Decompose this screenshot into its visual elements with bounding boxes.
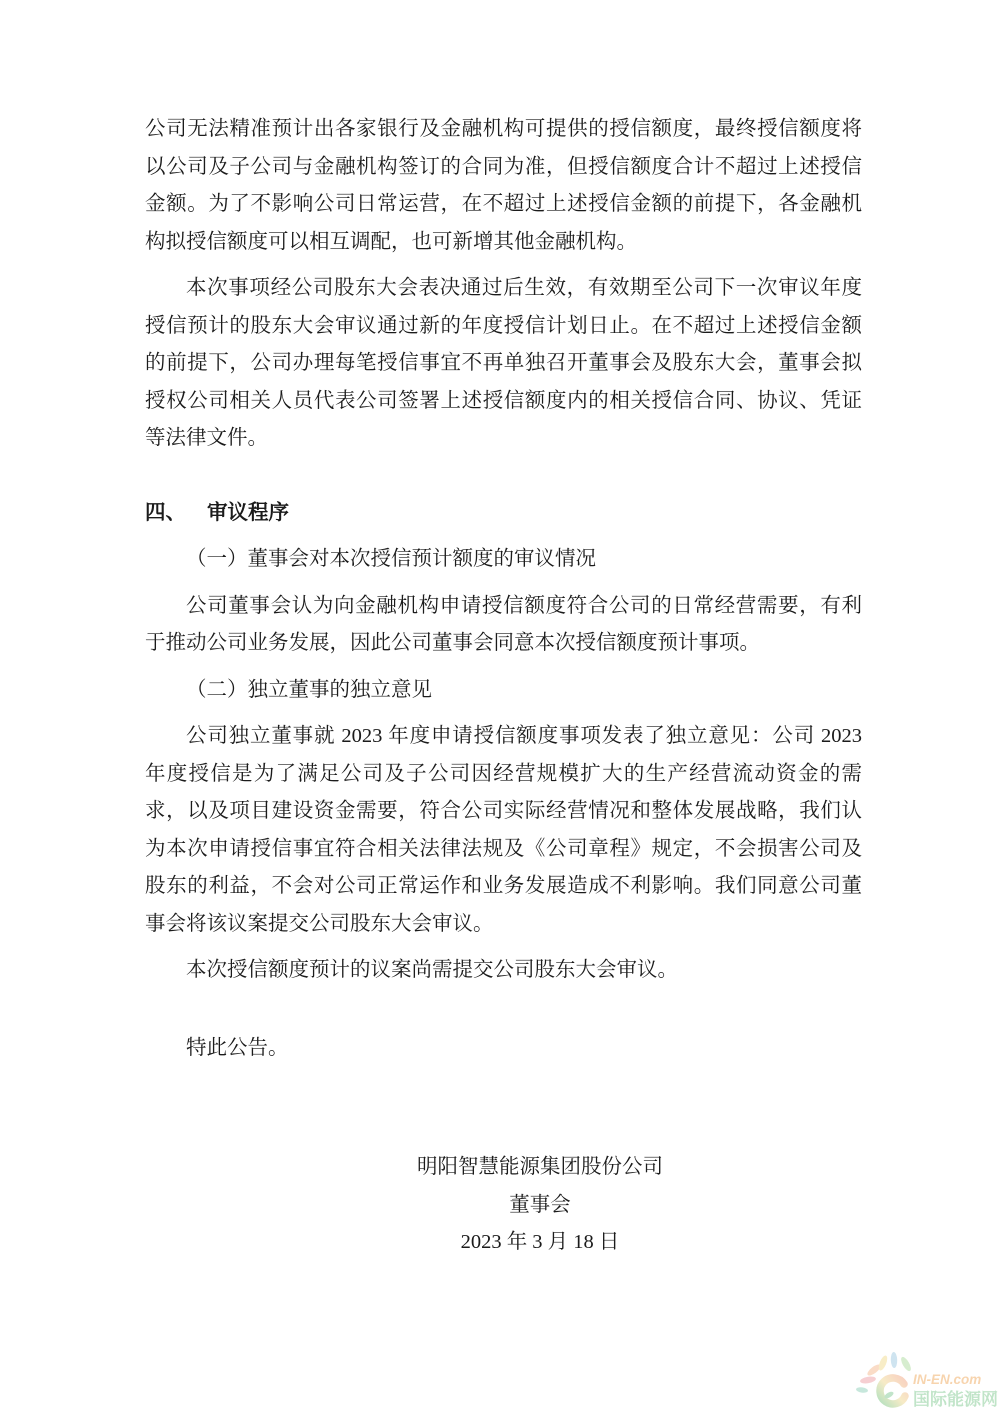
- section-title: 审议程序: [207, 501, 289, 524]
- section-number: 四、: [145, 501, 186, 524]
- swirl-shape: [880, 1378, 905, 1404]
- petal-blue: [891, 1352, 898, 1368]
- paragraph-item2-body: 公司独立董事就 2023 年度申请授信额度事项发表了独立意见：公司 2023 年度授信是为了满足公司及子公司因经营规模扩大的生产经营流动资金的需求，以及项目建设资金需要，符合公司实际经营情况和整体发展战略，我们认为本次申请授信事宜符合相关法律法规及《公司章程》规定，不会损害公司及股东的利益，不会对公司正常运作和业务发展造成不利影响。我们同意公司董事会将该议案提交公司股东大会审议。: [145, 725, 862, 935]
- in-en-watermark-logo: [856, 1350, 1000, 1413]
- paragraph-submit-to-shareholders: 本次授信额度预计的议案尚需提交公司股东大会审议。: [186, 959, 678, 981]
- watermark-site-name: 国际能源网: [913, 1390, 998, 1409]
- petal-teal: [856, 1387, 868, 1394]
- paragraph-effective-period: 本次事项经公司股东大会表决通过后生效，有效期至公司下一次审议年度授信预计的股东大会审议通过新的年度授信计划日止。在不超过上述授信金额的前提下，公司办理每笔授信事宜不再单独召开董事会及股东大会，董事会拟授权公司相关人员代表公司签署上述授信额度内的相关授信合同、协议、凭证等法律文件。: [145, 277, 862, 449]
- paragraph-item2-title: （二）独立董事的独立意见: [186, 678, 432, 701]
- signature-company: 明阳智慧能源集团股份公司: [417, 1156, 663, 1178]
- signature-date: 2023 年 3 月 18 日: [460, 1231, 620, 1253]
- signature-board: 董事会: [509, 1193, 571, 1216]
- paragraph-item1-title: （一）董事会对本次授信预计额度的审议情况: [186, 548, 596, 570]
- watermark-brand-text: IN-EN.com: [913, 1372, 982, 1387]
- paragraph-credit-limit-note: 公司无法精准预计出各家银行及金融机构可提供的授信额度，最终授信额度将以公司及子公司与金融机构签订的合同为准，但授信额度合计不超过上述授信金额。为了不影响公司日常运营，在不超过上述授信金额的前提下，各金融机构拟授信额度可以相互调配，也可新增其他金融机构。: [145, 118, 862, 253]
- signature-block: [390, 1149, 690, 1262]
- petal-green: [899, 1355, 913, 1372]
- section-heading-review-procedure: [145, 495, 862, 533]
- paragraph-item1-body: 公司董事会认为向金融机构申请授信额度符合公司的日常经营需要，有利于推动公司业务发展，因此公司董事会同意本次授信额度预计事项。: [145, 594, 862, 654]
- paragraph-announcement: 特此公告。: [186, 1036, 289, 1059]
- document-body: [145, 111, 862, 1262]
- petal-pink: [860, 1375, 877, 1384]
